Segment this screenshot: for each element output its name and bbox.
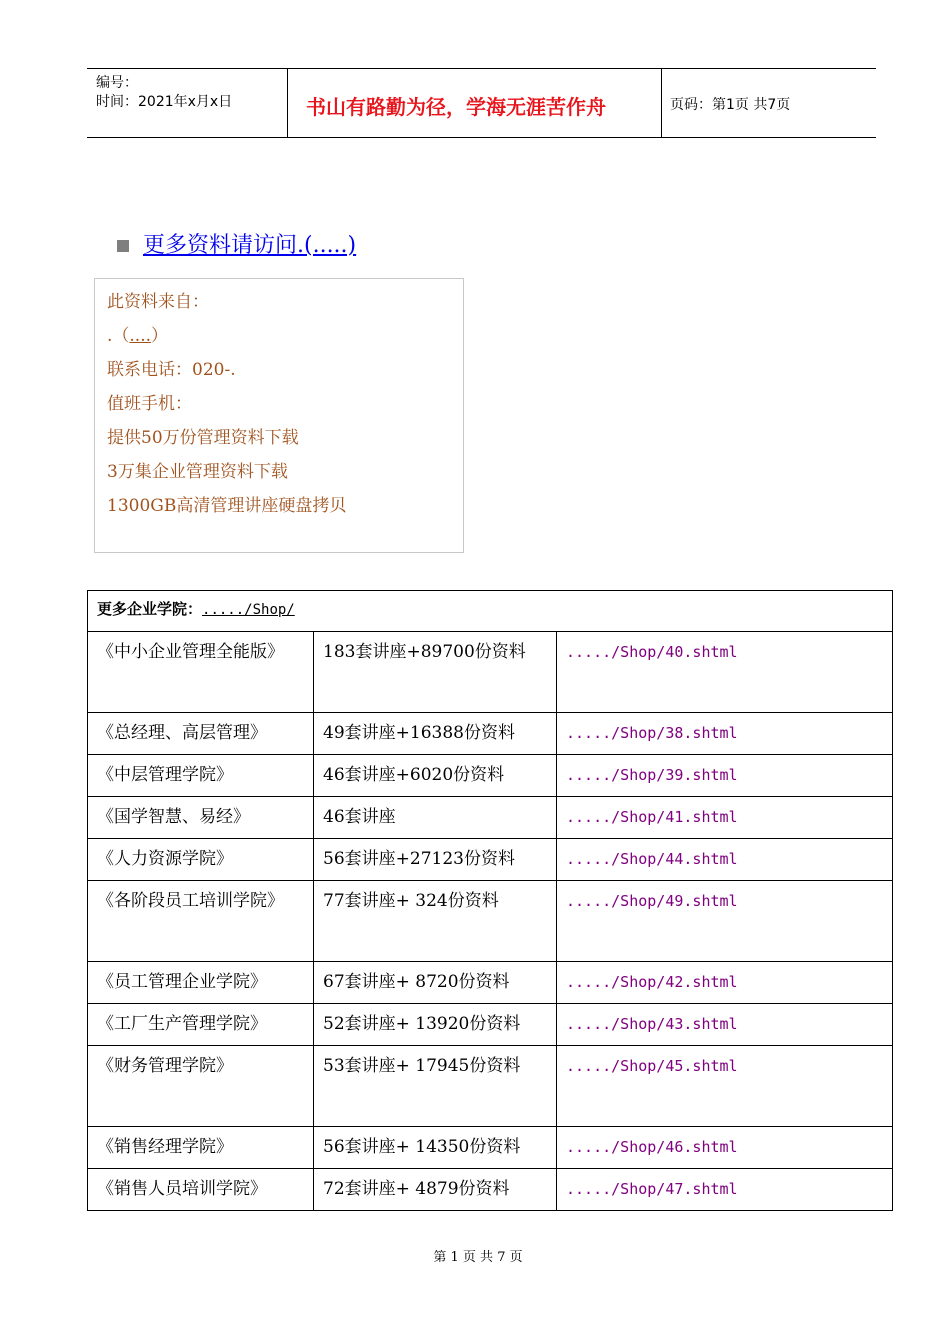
page-footer (0, 1246, 950, 1265)
academy-name: 《员工管理企业学院》 (88, 962, 314, 1004)
more-resources-line (117, 228, 356, 259)
academy-name: 《中小企业管理全能版》 (88, 632, 314, 713)
table-row (88, 1004, 893, 1046)
academy-link[interactable]: ...../Shop/41.shtml (557, 797, 893, 839)
academy-link[interactable]: ...../Shop/46.shtml (557, 1127, 893, 1169)
table-row (88, 755, 893, 797)
academy-link[interactable]: ...../Shop/38.shtml (557, 713, 893, 755)
header-meta-cell (87, 69, 287, 137)
offer-line-1: 提供50万份管理资料下载 (107, 428, 299, 448)
source-site-line (107, 321, 168, 346)
academy-name: 《工厂生产管理学院》 (88, 1004, 314, 1046)
academy-link[interactable]: ...../Shop/43.shtml (557, 1004, 893, 1046)
table-row (88, 1127, 893, 1169)
academy-link[interactable]: ...../Shop/42.shtml (557, 962, 893, 1004)
source-site-suffix: ） (151, 326, 169, 346)
table-row (88, 839, 893, 881)
table-row (88, 797, 893, 839)
offer-line-3: 1300GB高清管理讲座硬盘拷贝 (107, 496, 347, 516)
duty-mobile: 值班手机： (107, 394, 192, 414)
academy-name: 《财务管理学院》 (88, 1046, 314, 1127)
footer-page-number: 第 1 页 共 7 页 (433, 1250, 523, 1265)
academy-content: 52套讲座+ 13920份资料 (314, 1004, 557, 1046)
header-motto-cell (287, 69, 662, 137)
academy-link[interactable]: ...../Shop/39.shtml (557, 755, 893, 797)
academy-content: 46套讲座 (314, 797, 557, 839)
source-info-box (94, 278, 464, 553)
table-row (88, 962, 893, 1004)
academy-table (87, 590, 893, 1211)
academy-name: 《中层管理学院》 (88, 755, 314, 797)
academy-name: 《人力资源学院》 (88, 839, 314, 881)
academy-link[interactable]: ...../Shop/49.shtml (557, 881, 893, 962)
academy-content: 49套讲座+16388份资料 (314, 713, 557, 755)
academy-link[interactable]: ...../Shop/47.shtml (557, 1169, 893, 1211)
academy-content: 56套讲座+ 14350份资料 (314, 1127, 557, 1169)
academy-content: 53套讲座+ 17945份资料 (314, 1046, 557, 1127)
academy-name: 《国学智慧、易经》 (88, 797, 314, 839)
academy-content: 56套讲座+27123份资料 (314, 839, 557, 881)
document-date: 时间：2021年x月x日 (96, 94, 233, 110)
academy-name: 《总经理、高层管理》 (88, 713, 314, 755)
table-row (88, 881, 893, 962)
header-motto: 书山有路勤为径，学海无涯苦作舟 (306, 95, 606, 119)
academy-content: 67套讲座+ 8720份资料 (314, 962, 557, 1004)
table-header-label: 更多企业学院： (97, 600, 203, 618)
contact-phone: 联系电话：020-. (107, 360, 236, 380)
table-row (88, 632, 893, 713)
academy-name: 《各阶段员工培训学院》 (88, 881, 314, 962)
academy-content: 183套讲座+89700份资料 (314, 632, 557, 713)
more-resources-link[interactable]: 更多资料请访问.(.....) (143, 233, 357, 258)
table-row (88, 1169, 893, 1211)
academy-name: 《销售经理学院》 (88, 1127, 314, 1169)
offer-line-2: 3万集企业管理资料下载 (107, 462, 288, 482)
academy-content: 77套讲座+ 324份资料 (314, 881, 557, 962)
table-row (88, 713, 893, 755)
academy-content: 72套讲座+ 4879份资料 (314, 1169, 557, 1211)
square-bullet-icon (117, 240, 129, 252)
academy-link[interactable]: ...../Shop/44.shtml (557, 839, 893, 881)
table-row (88, 1046, 893, 1127)
source-site-link[interactable]: .... (129, 326, 152, 346)
document-number-label: 编号： (96, 75, 138, 91)
header-page-info: 页码：第1页 共7页 (670, 97, 791, 113)
header-page-cell (661, 69, 876, 137)
academy-name: 《销售人员培训学院》 (88, 1169, 314, 1211)
table-header-url[interactable]: ...../Shop/ (202, 602, 295, 618)
table-header-row (88, 591, 893, 632)
academy-link[interactable]: ...../Shop/40.shtml (557, 632, 893, 713)
academy-link[interactable]: ...../Shop/45.shtml (557, 1046, 893, 1127)
page-header (87, 68, 876, 138)
source-label: 此资料来自： (107, 292, 209, 312)
academy-content: 46套讲座+6020份资料 (314, 755, 557, 797)
source-site-prefix: .（ (107, 326, 130, 346)
table-header-cell (88, 591, 893, 632)
